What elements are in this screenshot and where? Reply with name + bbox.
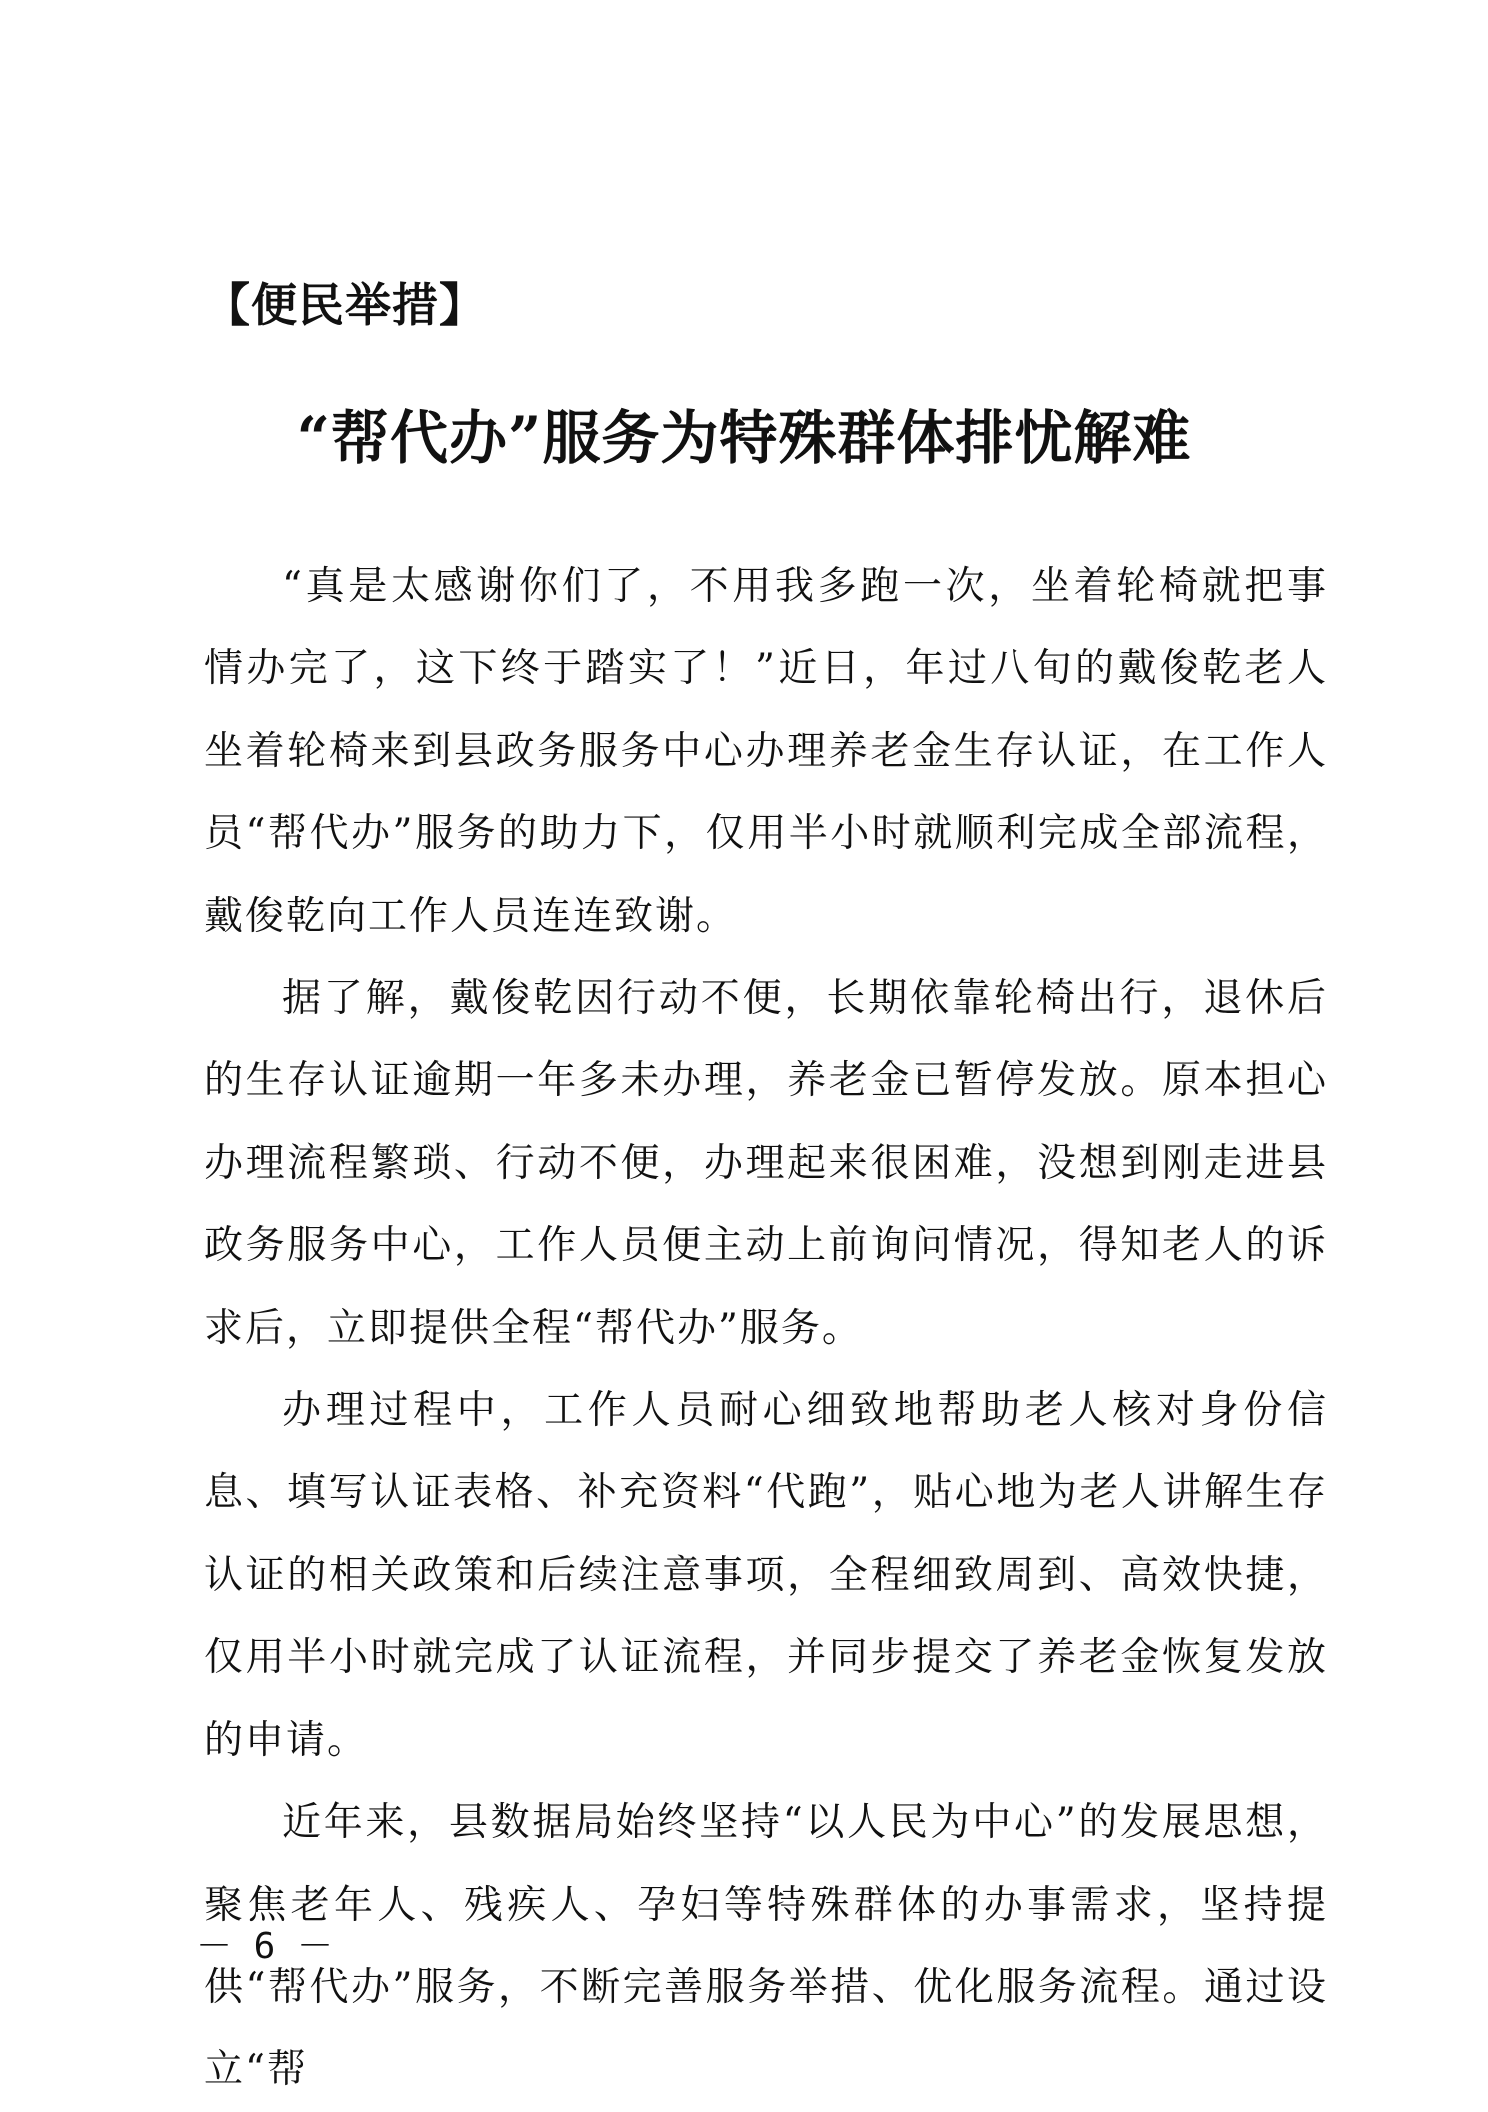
paragraph: 据了解，戴俊乾因行动不便，长期依靠轮椅出行，退休后的生存认证逾期一年多未办理，养老金已暂停发放。原本担心办理流程繁琐、行动不便，办理起来很困难，没想到刚走进县政务服务中心，工作人员便主动上前询问情况，得知老人的诉求后，立即提供全程“帮代办”服务。 xyxy=(204,976,1328,1351)
section-tag: 【便民举措】 xyxy=(204,278,486,332)
paragraph: 办理过程中，工作人员耐心细致地帮助老人核对身份信息、填写认证表格、补充资料“代跑”，贴心地为老人讲解生存认证的相关政策和后续注意事项，全程细致周到、高效快捷，仅用半小时就完成了认证流程，并同步提交了养老金恢复发放的申请。 xyxy=(204,1388,1328,1763)
article-body xyxy=(204,546,1328,2112)
article-title: “帮代办”服务为特殊群体排忧解难 xyxy=(296,404,1192,472)
page-number: － 6 － xyxy=(196,1926,334,1967)
paragraph: “真是太感谢你们了，不用我多跑一次，坐着轮椅就把事情办完了，这下终于踏实了！”近日，年过八旬的戴俊乾老人坐着轮椅来到县政务服务中心办理养老金生存认证，在工作人员“帮代办”服务的助力下，仅用半小时就顺利完成全部流程，戴俊乾向工作人员连连致谢。 xyxy=(204,564,1328,939)
paragraph: 近年来，县数据局始终坚持“以人民为中心”的发展思想，聚焦老年人、残疾人、孕妇等特殊群体的办事需求，坚持提供“帮代办”服务，不断完善服务举措、优化服务流程。通过设立“帮 xyxy=(204,1800,1328,2093)
